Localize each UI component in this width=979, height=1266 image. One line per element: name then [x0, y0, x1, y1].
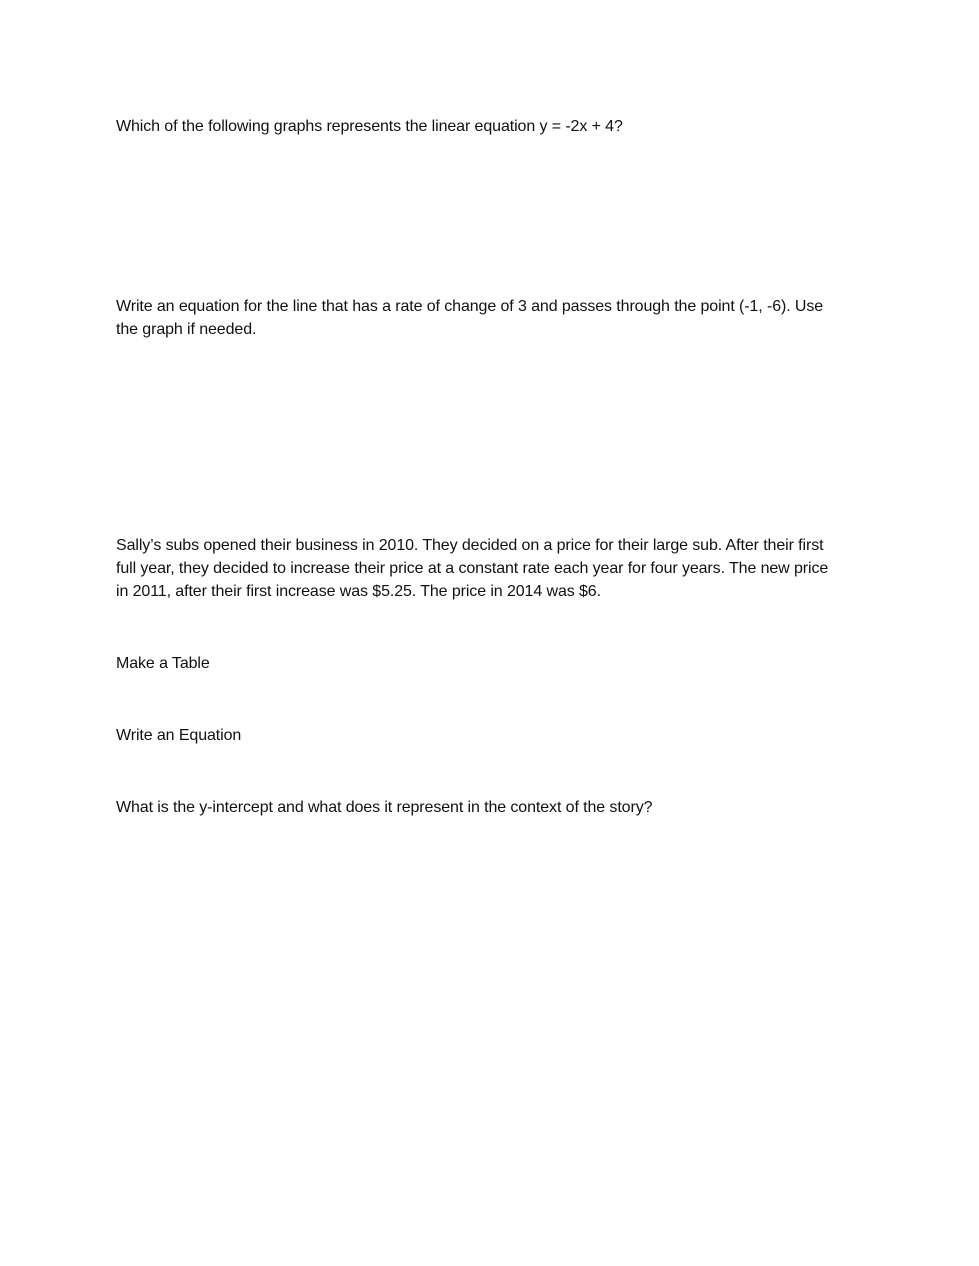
- question-graph-linear-equation: [116, 115, 856, 138]
- prompt-text: Make a Table: [116, 655, 210, 672]
- question-text-line: in 2011, after their first increase was $5.25. The price in 2014 was $6.: [116, 583, 601, 600]
- question-text-line: Which of the following graphs represents the linear equation y = -2x + 4?: [116, 118, 623, 135]
- prompt-text: Write an Equation: [116, 727, 242, 744]
- prompt-y-intercept: [116, 796, 856, 819]
- question-text-line: full year, they decided to increase their price at a constant rate each year for four years. The new price: [116, 560, 829, 577]
- prompt-make-a-table: [116, 652, 856, 675]
- question-sallys-subs-story: [116, 534, 856, 603]
- question-write-equation-point: [116, 295, 856, 341]
- question-text-line: Sally’s subs opened their business in 2010. They decided on a price for their large sub. After their first: [116, 537, 824, 554]
- prompt-write-an-equation: [116, 724, 856, 747]
- question-text-line: the graph if needed.: [116, 321, 257, 338]
- prompt-text: What is the y-intercept and what does it represent in the context of the story?: [116, 799, 653, 816]
- question-text-line: Write an equation for the line that has a rate of change of 3 and passes through the point (-1, -6). Use: [116, 298, 824, 315]
